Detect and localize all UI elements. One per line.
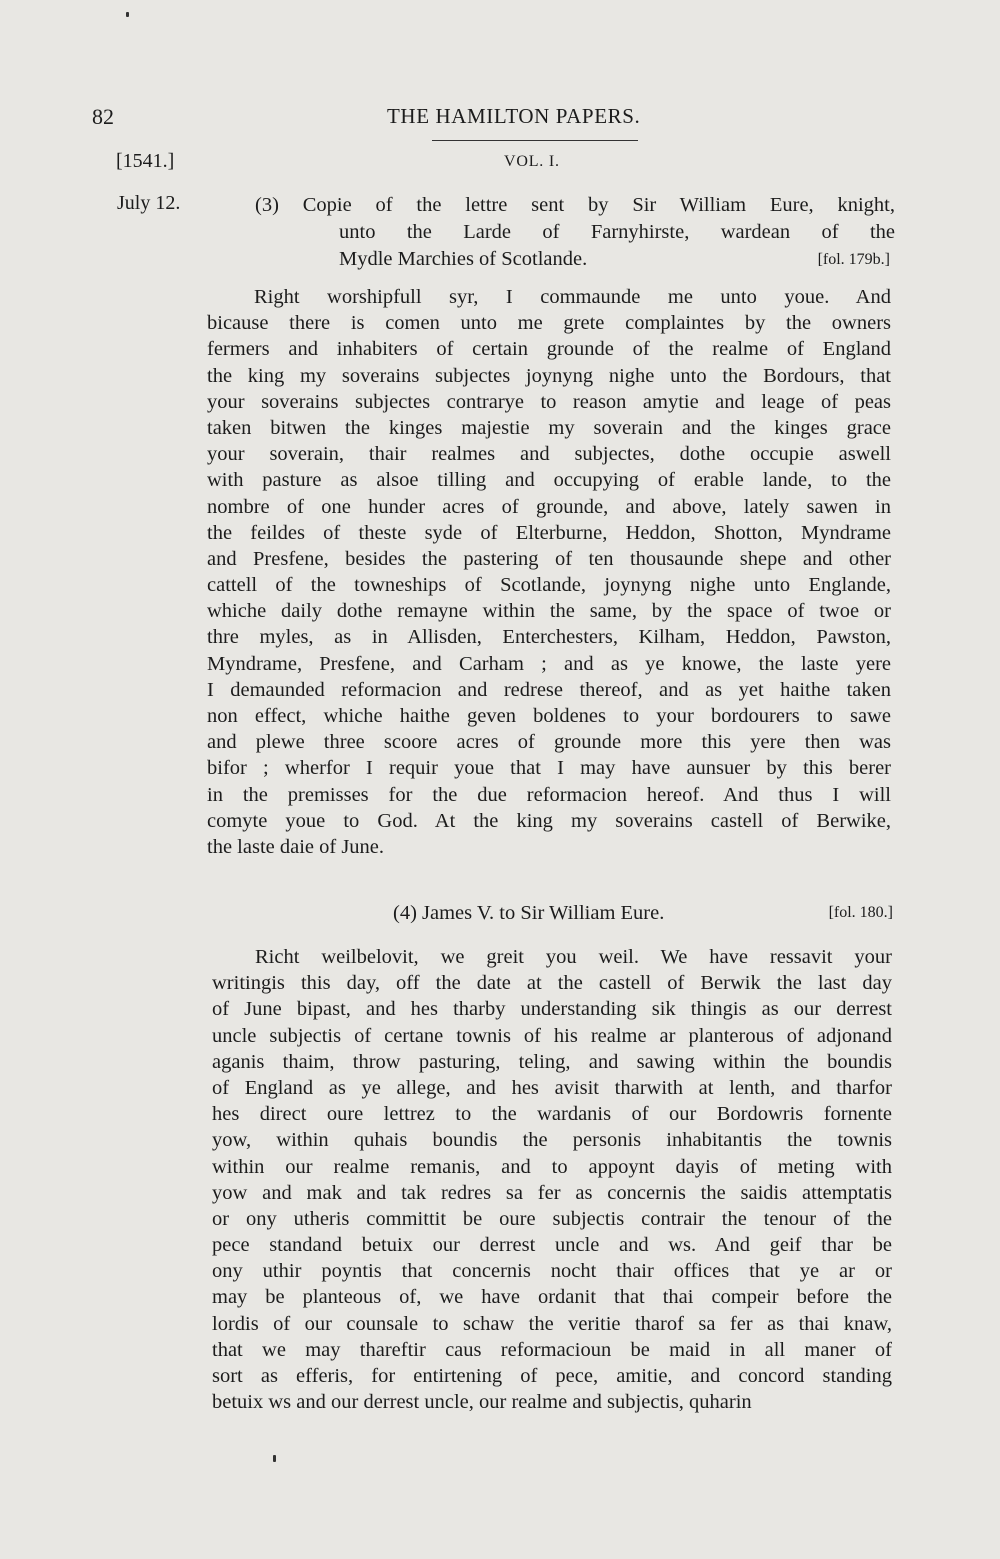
entry-date: July 12. — [117, 192, 181, 214]
text-line: Right worshipfull syr, I commaunde me unto youe. And — [254, 286, 891, 308]
text-line: your soverains subjectes contrarye to reason amytie and leage of peas — [207, 390, 891, 413]
letter-4-heading-text: (4) James V. to Sir William Eure. — [393, 902, 665, 924]
text-line: I demaunded reformacion and redrese thereof, and as yet haithe taken — [207, 678, 891, 701]
text-line: that we may thareftir caus reformacioun be maid in all maner of — [212, 1338, 892, 1361]
text-line: uncle subjectis of certane townis of his realme ar planterous of adjonand — [212, 1024, 892, 1047]
text-line: nombre of one hunder acres of grounde, and above, lately sawen in — [207, 495, 891, 518]
text-line: bifor ; wherfor I requir youe that I may have aunsuer by this berer — [207, 757, 891, 780]
text-line: taken bitwen the kinges majestie my soverain and the kinges grace — [207, 416, 891, 439]
folio-reference: [fol. 180.] — [828, 904, 893, 921]
page-header — [0, 104, 1000, 134]
text-line: sort as efferis, for entirtening of pece, amitie, and concord standing — [212, 1365, 892, 1387]
year-marker: [1541.] — [116, 150, 175, 172]
print-speck — [126, 12, 129, 17]
text-line: comyte youe to God. At the king my soverains castell of Berwike, — [207, 809, 891, 832]
text-line: of England as ye allege, and hes avisit tharwith at lenth, and tharfor — [212, 1076, 892, 1099]
text-line: pece standand betuix our derrest uncle and ws. And geif thar be — [212, 1234, 892, 1257]
letter-3-heading — [255, 192, 895, 273]
heading-line: unto the Larde of Farnyhirste, wardean of the — [339, 221, 895, 243]
heading-line-text: Mydle Marchies of Scotlande. — [339, 248, 588, 270]
text-line: within our realme remanis, and to appoynt dayis of meting with — [212, 1155, 892, 1178]
text-line: writingis this day, off the date at the castell of Berwik the last day — [212, 972, 892, 995]
text-line: may be planteous of, we have ordanit that thai compeir before the — [212, 1286, 892, 1309]
text-line: cattell of the towneships of Scotlande, joynyng nighe unto Englande, — [207, 574, 891, 597]
letter-4-body — [212, 944, 892, 1415]
text-line: the laste daie of June. — [207, 835, 385, 858]
text-line: Myndrame, Presfene, and Carham ; and as ye knowe, the laste yere — [207, 652, 891, 675]
text-line: ony uthir poyntis that concernis nocht thair offices that ye ar or — [212, 1260, 892, 1283]
heading-line — [255, 246, 895, 273]
text-line: yow, within quhais boundis the personis inhabitantis the townis — [212, 1129, 892, 1152]
text-line: and Presfene, besides the pastering of ten thousaunde shepe and other — [207, 547, 891, 570]
letter-4-heading — [393, 902, 893, 925]
text-line: aganis thaim, throw pasturing, teling, and sawing within the boundis — [212, 1050, 892, 1073]
text-line: Richt weilbelovit, we greit you weil. We have ressavit your — [255, 946, 892, 968]
text-line: bicause there is comen unto me grete complaintes by the owners — [207, 312, 891, 335]
text-line: hes direct oure lettrez to the wardanis of our Bordowris fornente — [212, 1103, 892, 1126]
text-line: thre myles, as in Allisden, Enterchesters, Kilham, Heddon, Pawston, — [207, 626, 891, 649]
text-line: the feildes of theste syde of Elterburne, Heddon, Shotton, Myndrame — [207, 521, 891, 544]
text-line: whiche daily dothe remayne within the same, by the space of twoe or — [207, 600, 891, 623]
folio-reference: [fol. 179b.] — [817, 251, 890, 268]
volume-label: VOL. I. — [504, 153, 560, 170]
text-line: non effect, whiche haithe geven boldenes to your bordourers to sawe — [207, 705, 891, 727]
text-line: yow and mak and tak redres sa fer as concernis the saidis attemptatis — [212, 1181, 892, 1204]
print-speck — [273, 1455, 276, 1462]
text-line: or ony utheris committit be oure subjectis contrair the tenour of the — [212, 1207, 892, 1230]
letter-3-body — [207, 284, 891, 860]
text-line: betuix ws and our derrest uncle, our realme and subjectis, quharin — [212, 1391, 752, 1414]
text-line: and plewe three scoore acres of grounde more this yere then was — [207, 731, 891, 754]
text-line: in the premisses for the due reformacion hereof. And thus I will — [207, 783, 891, 806]
header-rule — [432, 140, 638, 141]
page-number: 82 — [92, 104, 114, 129]
text-line: of June bipast, and hes tharby understanding sik thingis as our derrest — [212, 998, 892, 1021]
text-line: the king my soverains subjectes joynyng nighe unto the Bordours, that — [207, 364, 891, 387]
running-title: THE HAMILTON PAPERS. — [387, 104, 641, 128]
text-line: fermers and inhabiters of certain grounde of the realme of England — [207, 338, 891, 361]
text-line: your soverain, thair realmes and subjectes, dothe occupie aswell — [207, 443, 891, 466]
heading-line: (3) Copie of the lettre sent by Sir William Eure, knight, — [255, 194, 895, 216]
text-line: with pasture as alsoe tilling and occupying of erable lande, to the — [207, 469, 891, 492]
text-line: lordis of our counsale to schaw the veritie tharof sa fer as thai knaw, — [212, 1312, 892, 1335]
